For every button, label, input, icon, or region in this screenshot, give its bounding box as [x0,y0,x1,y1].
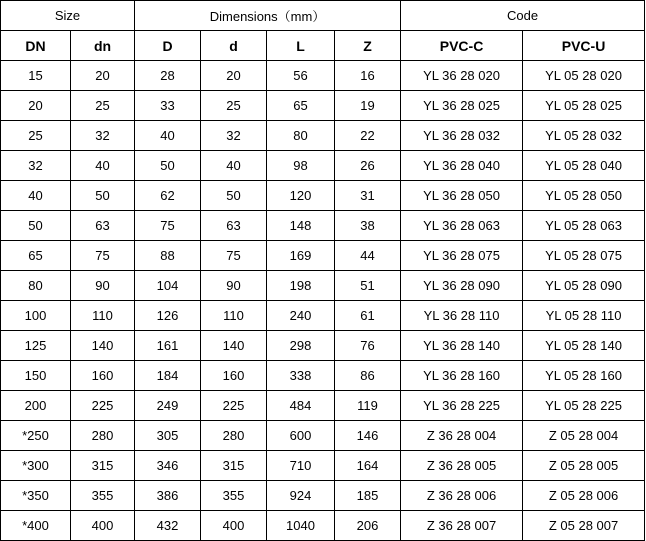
dn-nominal-cell: 20 [1,91,71,121]
table-row [1,151,645,181]
table-row [1,241,645,271]
z-cell: 51 [335,271,401,301]
z-cell: 119 [335,391,401,421]
dn-nominal-cell: 65 [1,241,71,271]
pvc-u-code-cell: YL 05 28 225 [523,391,645,421]
dn-nominal-cell: 100 [1,301,71,331]
dn-outer-cell: 160 [71,361,135,391]
l-cell: 240 [267,301,335,331]
l-cell: 600 [267,421,335,451]
table-row [1,61,645,91]
d-upper-cell: 161 [135,331,201,361]
pvc-u-code-cell: YL 05 28 160 [523,361,645,391]
d-upper-cell: 104 [135,271,201,301]
d-lower-cell: 110 [201,301,267,331]
table-row [1,511,645,541]
table-row [1,121,645,151]
l-cell: 56 [267,61,335,91]
l-cell: 169 [267,241,335,271]
d-lower-cell: 25 [201,91,267,121]
dn-outer-cell: 110 [71,301,135,331]
column-header-row [1,31,645,61]
d-upper-cell: 33 [135,91,201,121]
pvc-c-code-cell: YL 36 28 020 [401,61,523,91]
d-lower-cell: 40 [201,151,267,181]
dn-nominal-cell: 200 [1,391,71,421]
dn-outer-cell: 40 [71,151,135,181]
dn-outer-cell: 75 [71,241,135,271]
l-cell: 98 [267,151,335,181]
l-cell: 198 [267,271,335,301]
d-upper-cell: 28 [135,61,201,91]
l-cell: 338 [267,361,335,391]
pvc-u-code-cell: YL 05 28 025 [523,91,645,121]
d-upper-cell: 432 [135,511,201,541]
pvc-c-code-cell: YL 36 28 140 [401,331,523,361]
dn-outer-cell: 32 [71,121,135,151]
pvc-u-code-cell: YL 05 28 032 [523,121,645,151]
size-group-header: Size [1,1,135,31]
d-lower-cell: 280 [201,421,267,451]
d-upper-cell: 346 [135,451,201,481]
d-lower-cell: 315 [201,451,267,481]
table-row [1,301,645,331]
dn-nominal-cell: *300 [1,451,71,481]
l-cell: 120 [267,181,335,211]
d-upper-cell: 249 [135,391,201,421]
z-cell: 22 [335,121,401,151]
table-body [1,61,645,541]
dn-outer-cell: 400 [71,511,135,541]
l-cell: 80 [267,121,335,151]
pvc-u-code-cell: YL 05 28 110 [523,301,645,331]
table-row [1,271,645,301]
column-header-pvc-c: PVC-C [401,31,523,61]
table-row [1,181,645,211]
dn-nominal-cell: 125 [1,331,71,361]
pvc-u-code-cell: Z 05 28 005 [523,451,645,481]
table-row [1,211,645,241]
pvc-u-code-cell: YL 05 28 063 [523,211,645,241]
pvc-c-code-cell: YL 36 28 040 [401,151,523,181]
z-cell: 146 [335,421,401,451]
d-lower-cell: 32 [201,121,267,151]
z-cell: 61 [335,301,401,331]
dn-nominal-cell: 15 [1,61,71,91]
dn-nominal-cell: 32 [1,151,71,181]
dn-nominal-cell: 40 [1,181,71,211]
column-header-dn-nominal: DN [1,31,71,61]
z-cell: 26 [335,151,401,181]
pvc-u-code-cell: Z 05 28 006 [523,481,645,511]
pvc-c-code-cell: YL 36 28 063 [401,211,523,241]
pvc-c-code-cell: YL 36 28 025 [401,91,523,121]
column-header-pvc-u: PVC-U [523,31,645,61]
table-row [1,421,645,451]
pvc-c-code-cell: YL 36 28 050 [401,181,523,211]
z-cell: 16 [335,61,401,91]
dn-outer-cell: 280 [71,421,135,451]
dimensions-group-header: Dimensions（mm） [135,1,401,31]
z-cell: 31 [335,181,401,211]
d-upper-cell: 386 [135,481,201,511]
dn-outer-cell: 355 [71,481,135,511]
dn-outer-cell: 140 [71,331,135,361]
table-row [1,481,645,511]
l-cell: 484 [267,391,335,421]
pvc-c-code-cell: YL 36 28 075 [401,241,523,271]
d-lower-cell: 63 [201,211,267,241]
dn-outer-cell: 63 [71,211,135,241]
d-lower-cell: 50 [201,181,267,211]
column-header-dn-outer: dn [71,31,135,61]
d-lower-cell: 225 [201,391,267,421]
dn-nominal-cell: *350 [1,481,71,511]
z-cell: 185 [335,481,401,511]
table-row [1,451,645,481]
d-lower-cell: 160 [201,361,267,391]
d-lower-cell: 20 [201,61,267,91]
d-upper-cell: 62 [135,181,201,211]
dn-outer-cell: 315 [71,451,135,481]
pvc-c-code-cell: Z 36 28 007 [401,511,523,541]
pvc-c-code-cell: YL 36 28 160 [401,361,523,391]
column-header-d-upper: D [135,31,201,61]
pvc-c-code-cell: Z 36 28 005 [401,451,523,481]
z-cell: 38 [335,211,401,241]
d-upper-cell: 305 [135,421,201,451]
pvc-u-code-cell: Z 05 28 007 [523,511,645,541]
dn-outer-cell: 225 [71,391,135,421]
pvc-u-code-cell: YL 05 28 040 [523,151,645,181]
pvc-c-code-cell: Z 36 28 004 [401,421,523,451]
column-header-z: Z [335,31,401,61]
pvc-u-code-cell: YL 05 28 020 [523,61,645,91]
d-upper-cell: 126 [135,301,201,331]
pvc-c-code-cell: YL 36 28 225 [401,391,523,421]
z-cell: 164 [335,451,401,481]
pvc-c-code-cell: YL 36 28 032 [401,121,523,151]
d-lower-cell: 90 [201,271,267,301]
code-group-header: Code [401,1,645,31]
pvc-u-code-cell: YL 05 28 090 [523,271,645,301]
dn-nominal-cell: 80 [1,271,71,301]
dn-outer-cell: 25 [71,91,135,121]
dn-outer-cell: 50 [71,181,135,211]
z-cell: 206 [335,511,401,541]
dn-nominal-cell: 25 [1,121,71,151]
d-lower-cell: 400 [201,511,267,541]
pvc-c-code-cell: Z 36 28 006 [401,481,523,511]
l-cell: 1040 [267,511,335,541]
column-header-d-lower: d [201,31,267,61]
table-row [1,391,645,421]
dn-outer-cell: 20 [71,61,135,91]
table-row [1,361,645,391]
l-cell: 65 [267,91,335,121]
pvc-u-code-cell: YL 05 28 075 [523,241,645,271]
dn-nominal-cell: 50 [1,211,71,241]
z-cell: 86 [335,361,401,391]
d-lower-cell: 140 [201,331,267,361]
pvc-u-code-cell: YL 05 28 050 [523,181,645,211]
d-upper-cell: 75 [135,211,201,241]
pvc-u-code-cell: YL 05 28 140 [523,331,645,361]
table-row [1,331,645,361]
d-lower-cell: 75 [201,241,267,271]
d-upper-cell: 50 [135,151,201,181]
dn-outer-cell: 90 [71,271,135,301]
pvc-u-code-cell: Z 05 28 004 [523,421,645,451]
l-cell: 710 [267,451,335,481]
column-header-l: L [267,31,335,61]
group-header-row [1,1,645,31]
l-cell: 298 [267,331,335,361]
d-upper-cell: 184 [135,361,201,391]
d-upper-cell: 88 [135,241,201,271]
z-cell: 19 [335,91,401,121]
z-cell: 44 [335,241,401,271]
z-cell: 76 [335,331,401,361]
l-cell: 148 [267,211,335,241]
dn-nominal-cell: *400 [1,511,71,541]
dn-nominal-cell: 150 [1,361,71,391]
table-row [1,91,645,121]
pvc-c-code-cell: YL 36 28 110 [401,301,523,331]
d-upper-cell: 40 [135,121,201,151]
pvc-c-code-cell: YL 36 28 090 [401,271,523,301]
d-lower-cell: 355 [201,481,267,511]
dn-nominal-cell: *250 [1,421,71,451]
l-cell: 924 [267,481,335,511]
